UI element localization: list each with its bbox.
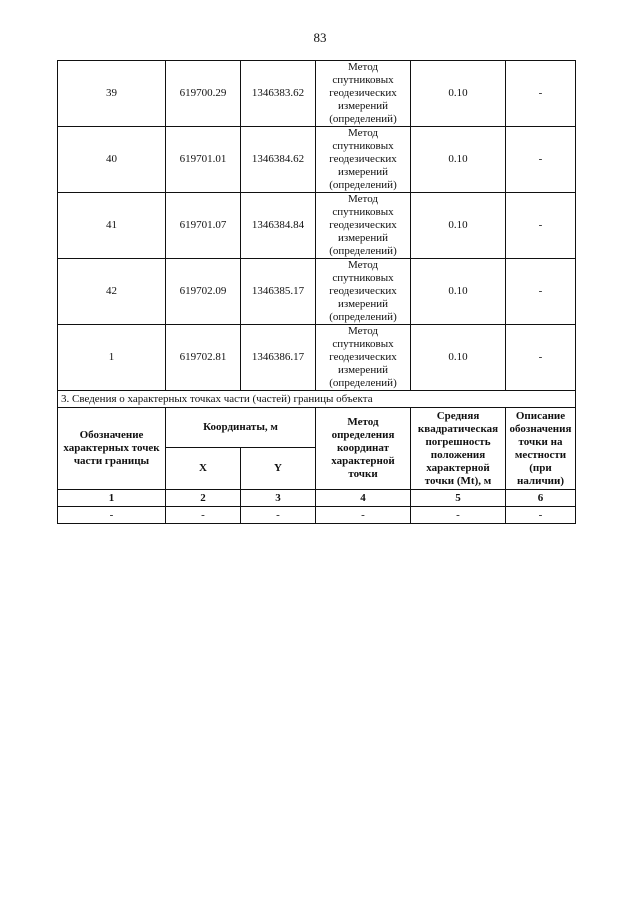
cell-line: (определений) (329, 113, 397, 125)
cell-line: Обозначение (79, 429, 144, 441)
cell-line: (определений) (329, 377, 397, 389)
table-row (58, 259, 576, 325)
cell-line: наличии) (517, 474, 564, 487)
x-coordinate-cell: 619702.81 (166, 325, 241, 391)
point-cell: 41 (58, 193, 166, 259)
empty-cell: - (506, 507, 576, 524)
description-cell: - (506, 259, 576, 325)
cell-line: положения (430, 448, 486, 461)
accuracy-cell: 0.10 (411, 325, 506, 391)
cell-line: спутниковых (332, 338, 394, 350)
y-coordinate-cell: 1346386.17 (241, 325, 316, 391)
column-number: 5 (411, 490, 506, 507)
method-cell (316, 193, 411, 259)
cell-line: местности (при (514, 448, 567, 474)
cell-line: спутниковых (332, 272, 394, 284)
cell-line: Метод (348, 127, 378, 139)
table-row (58, 193, 576, 259)
description-cell: - (506, 193, 576, 259)
column-number: 4 (316, 490, 411, 507)
coordinates-table (57, 60, 576, 524)
table-row (58, 127, 576, 193)
cell-line: (определений) (329, 311, 397, 323)
cell-line: характерных точек (63, 442, 160, 454)
table-row (58, 61, 576, 127)
header-method (316, 408, 411, 490)
section-title: 3. Сведения о характерных точках части (частей) границы объекта (58, 391, 576, 408)
column-numbers-row (58, 490, 576, 507)
cell-line: измерений (338, 232, 388, 244)
cell-line: Метод (348, 193, 378, 205)
point-cell: 39 (58, 61, 166, 127)
point-cell: 42 (58, 259, 166, 325)
cell-line: измерений (338, 298, 388, 310)
description-cell: - (506, 127, 576, 193)
empty-cell: - (241, 507, 316, 524)
x-coordinate-cell: 619701.01 (166, 127, 241, 193)
cell-line: спутниковых (332, 74, 394, 86)
method-cell (316, 325, 411, 391)
cell-line: Метод (348, 61, 378, 73)
cell-line: погрешность (425, 435, 491, 448)
empty-cell: - (316, 507, 411, 524)
cell-line: точки (Mt), м (424, 474, 492, 487)
y-coordinate-cell: 1346384.62 (241, 127, 316, 193)
header-description (506, 408, 576, 490)
cell-line: геодезических (329, 351, 397, 363)
empty-cell: - (166, 507, 241, 524)
cell-line: части границы (73, 455, 150, 467)
method-cell (316, 127, 411, 193)
method-cell (316, 259, 411, 325)
page-number: 83 (313, 30, 327, 45)
description-cell: - (506, 61, 576, 127)
y-coordinate-cell: 1346385.17 (241, 259, 316, 325)
empty-row (58, 507, 576, 524)
cell-line: квадратическая (417, 422, 499, 435)
cell-line: геодезических (329, 87, 397, 99)
accuracy-cell: 0.10 (411, 61, 506, 127)
column-number: 2 (166, 490, 241, 507)
point-cell: 1 (58, 325, 166, 391)
header-accuracy (411, 408, 506, 490)
cell-line: Метод (348, 325, 378, 337)
header-y: Y (241, 448, 316, 490)
empty-cell: - (58, 507, 166, 524)
cell-line: измерений (338, 100, 388, 112)
empty-cell: - (411, 507, 506, 524)
cell-line: точки на (518, 435, 563, 448)
header-x: X (166, 448, 241, 490)
header-designation (58, 408, 166, 490)
cell-line: (определений) (329, 245, 397, 257)
cell-line: геодезических (329, 153, 397, 165)
method-cell (316, 61, 411, 127)
accuracy-cell: 0.10 (411, 127, 506, 193)
cell-line: характерной (331, 455, 395, 467)
column-number: 3 (241, 490, 316, 507)
y-coordinate-cell: 1346384.84 (241, 193, 316, 259)
cell-line: спутниковых (332, 206, 394, 218)
cell-line: геодезических (329, 219, 397, 231)
cell-line: спутниковых (332, 140, 394, 152)
column-number: 1 (58, 490, 166, 507)
cell-line: Метод (347, 416, 379, 428)
accuracy-cell: 0.10 (411, 193, 506, 259)
cell-line: измерений (338, 166, 388, 178)
accuracy-cell: 0.10 (411, 259, 506, 325)
y-coordinate-cell: 1346383.62 (241, 61, 316, 127)
cell-line: Метод (348, 259, 378, 271)
x-coordinate-cell: 619700.29 (166, 61, 241, 127)
table-row (58, 325, 576, 391)
cell-line: определения (331, 429, 395, 441)
column-number: 6 (506, 490, 576, 507)
description-cell: - (506, 325, 576, 391)
cell-line: обозначения (509, 422, 572, 435)
cell-line: измерений (338, 364, 388, 376)
header-coordinates: Координаты, м (166, 408, 316, 448)
cell-line: Описание (515, 409, 566, 422)
cell-line: Средняя (436, 409, 480, 422)
x-coordinate-cell: 619702.09 (166, 259, 241, 325)
x-coordinate-cell: 619701.07 (166, 193, 241, 259)
cell-line: характерной (426, 461, 490, 474)
cell-line: (определений) (329, 179, 397, 191)
cell-line: координат (336, 442, 390, 454)
point-cell: 40 (58, 127, 166, 193)
cell-line: геодезических (329, 285, 397, 297)
cell-line: точки (348, 468, 378, 480)
